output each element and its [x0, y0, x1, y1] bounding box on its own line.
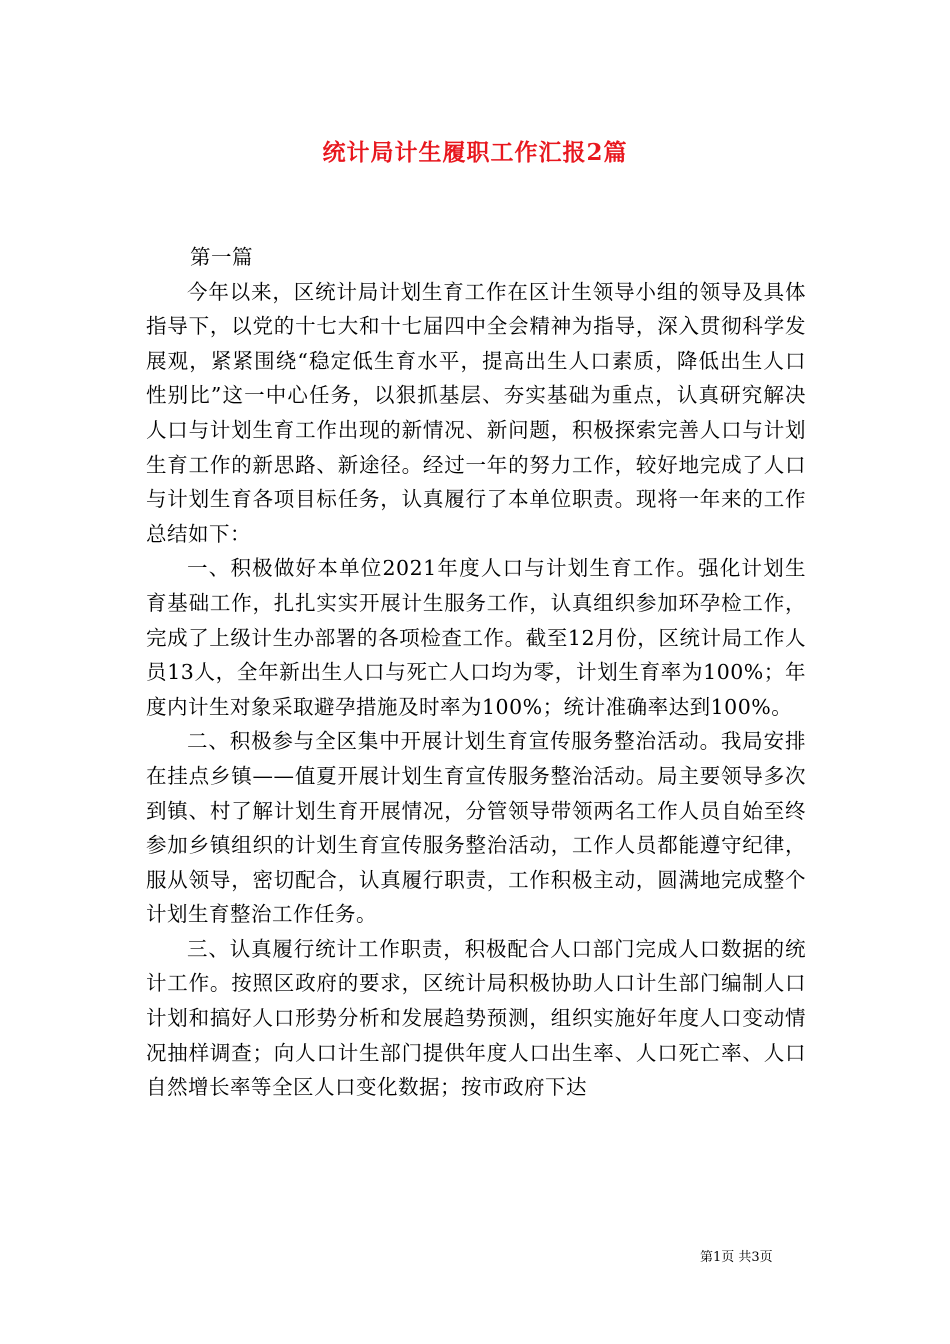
page-number-footer: 第1页 共3页	[700, 1250, 773, 1265]
section-label: 第一篇	[190, 245, 253, 269]
document-title: 统计局计生履职工作汇报2篇	[322, 139, 628, 166]
document-body	[146, 240, 806, 1105]
paragraph-item-3: 三、认真履行统计工作职责，积极配合人口部门完成人口数据的统计工作。按照区政府的要求，区统计局积极协助人口计生部门编制人口计划和搞好人口形势分析和发展趋势预测，组织实施好年度人口变动情况抽样调查；向人口计生部门提供年度人口出生率、人口死亡率、人口自然增长率等全区人口变化数据；按市政府下达	[146, 936, 806, 1100]
paragraph-intro: 今年以来，区统计局计划生育工作在区计生领导小组的领导及具体指导下，以党的十七大和十七届四中全会精神为指导，深入贯彻科学发展观，紧紧围绕“稳定低生育水平，提高出生人口素质，降低出生人口性别比”这一中心任务，以狠抓基层、夯实基础为重点，认真研究解决人口与计划生育工作出现的新情况、新问题，积极探索完善人口与计划生育工作的新思路、新途径。经过一年的努力工作，较好地完成了人口与计划生育各项目标任务，认真履行了本单位职责。现将一年来的工作总结如下：	[146, 279, 806, 546]
paragraph-item-2: 二、积极参与全区集中开展计划生育宣传服务整治活动。我局安排在挂点乡镇——值夏开展计划生育宣传服务整治活动。局主要领导多次到镇、村了解计划生育开展情况，分管领导带领两名工作人员自始至终参加乡镇组织的计划生育宣传服务整治活动，工作人员都能遵守纪律，服从领导，密切配合，认真履行职责，工作积极主动，圆满地完成整个计划生育整治工作任务。	[146, 729, 806, 927]
paragraph-item-1: 一、积极做好本单位2021年度人口与计划生育工作。强化计划生育基础工作，扎扎实实开展计生服务工作，认真组织参加环孕检工作，完成了上级计生办部署的各项检查工作。截至12月份，区统计局工作人员13人，全年新出生人口与死亡人口均为零，计划生育率为100%；年度内计生对象采取避孕措施及时率为100%；统计准确率达到100%。	[146, 556, 806, 719]
